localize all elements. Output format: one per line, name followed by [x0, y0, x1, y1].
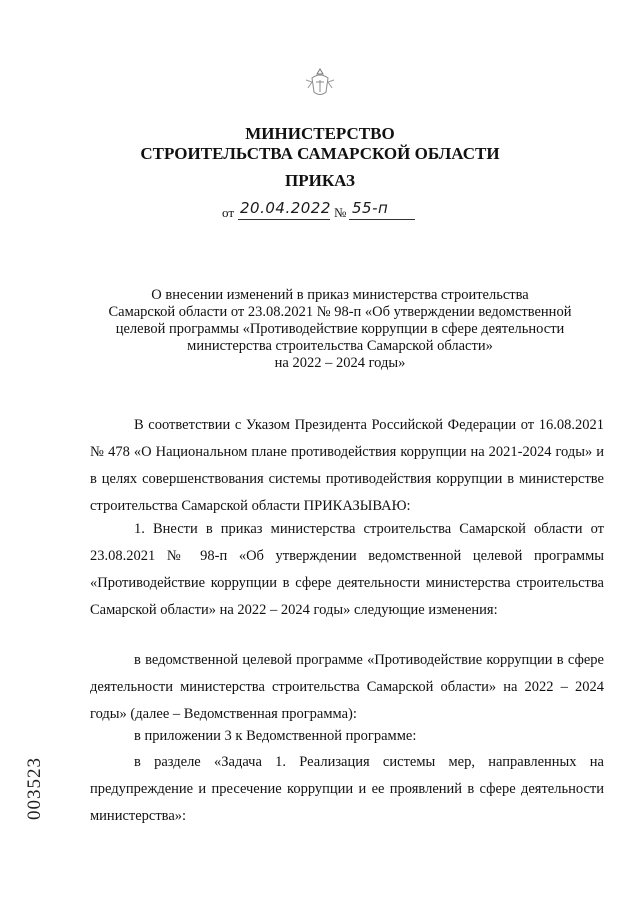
subject-line: Самарской области от 23.08.2021 № 98-п «Об утверждении ведомственной: [108, 304, 572, 320]
order-date-handwritten: 20.04.2022: [240, 199, 331, 217]
side-registration-number: 003523: [24, 757, 45, 820]
date-label: от: [222, 205, 235, 220]
number-underline: [349, 219, 415, 220]
paragraph-text: в приложении 3 к Ведомственной программе:: [134, 728, 417, 744]
order-number-handwritten: 55-п: [352, 199, 389, 217]
ministry-name-line2: СТРОИТЕЛЬСТВА САМАРСКОЙ ОБЛАСТИ: [140, 144, 500, 163]
paragraph-text: в разделе «Задача 1. Реализация системы мер, направленных на предупреждение и пресечение коррупции и ее проявлений в сфере деятельности министерства»:: [90, 754, 604, 824]
paragraph-text: в ведомственной целевой программе «Противодействие коррупции в сфере деятельности министерства строительства Самарской области» на 2022 – 2024 годы» (далее – Ведомственная программа):: [90, 652, 604, 722]
order-date-number-line: [222, 199, 432, 221]
subject-line: на 2022 – 2024 годы»: [274, 355, 406, 371]
date-underline: [238, 219, 330, 220]
subject-line: целевой программы «Противодействие коррупции в сфере деятельности: [115, 321, 565, 337]
body-paragraph-item-1: [90, 516, 604, 624]
coat-of-arms-icon: [302, 66, 338, 100]
number-label: №: [334, 205, 347, 220]
body-paragraph-section: [90, 749, 604, 830]
order-title: ПРИКАЗ: [285, 171, 355, 190]
body-paragraph-appendix: [90, 723, 604, 750]
ministry-name-line1: МИНИСТЕРСТВО: [245, 124, 395, 143]
body-paragraph-preamble: [90, 412, 604, 520]
paragraph-text: В соответствии с Указом Президента Российской Федерации от 16.08.2021 № 478 «О Национальном плане противодействия коррупции на 2021-2024 годы» и в целях совершенствования системы противодействия коррупции в министерстве строительства Самарской области ПРИКАЗЫВАЮ:: [90, 417, 604, 514]
subject-line: О внесении изменений в приказ министерства строительства: [151, 287, 529, 303]
body-paragraph-program: [90, 647, 604, 728]
subject-line: министерства строительства Самарской области»: [187, 338, 493, 354]
order-subject: [90, 287, 590, 372]
paragraph-text: 1. Внести в приказ министерства строительства Самарской области от 23.08.2021 № 98-п «Об утверждении ведомственной целевой программы «Противодействие коррупции в сфере деятельности министерства строительства Самарской области» на 2022 – 2024 годы» следующие изменения:: [90, 521, 604, 618]
